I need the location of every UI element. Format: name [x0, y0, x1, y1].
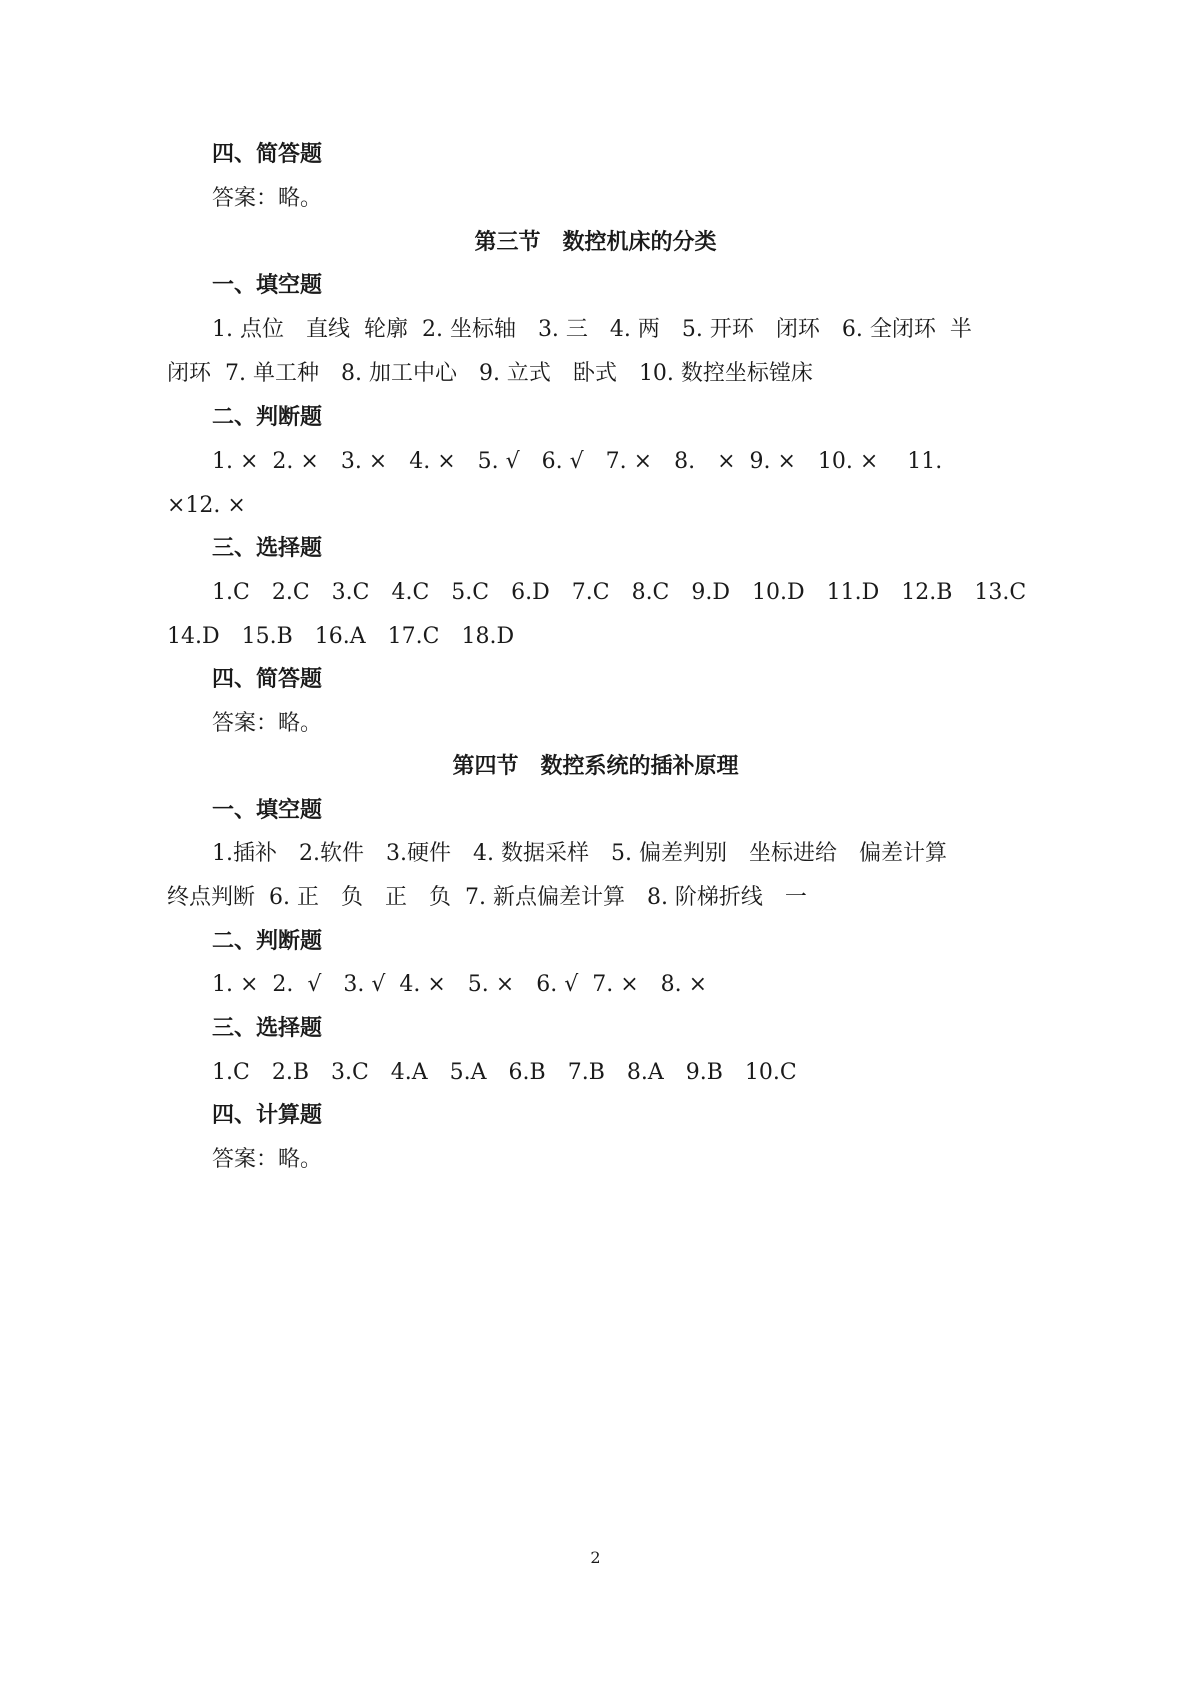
answer-line: 1.C 2.B 3.C 4.A 5.A 6.B 7.B 8.A 9.B 10.C — [212, 1060, 797, 1085]
answer-line-continued: 终点判断 6. 正 负 正 负 7. 新点偏差计算 8. 阶梯折线 一 — [167, 885, 807, 910]
heading-multiple-choice: 三、选择题 — [212, 536, 323, 561]
heading-multiple-choice: 三、选择题 — [212, 1016, 323, 1041]
heading-fill-blank: 一、填空题 — [212, 798, 323, 823]
heading-fill-blank: 一、填空题 — [212, 273, 323, 298]
heading-short-answer: 四、简答题 — [212, 667, 323, 692]
answer-text: 答案：略。 — [212, 186, 323, 211]
heading-short-answer: 四、简答题 — [212, 142, 323, 167]
answer-line: 1. 点位 直线 轮廓 2. 坐标轴 3. 三 4. 两 5. 开环 闭环 6. 全闭环 半 — [212, 317, 972, 342]
answer-line-continued: 14.D 15.B 16.A 17.C 18.D — [167, 624, 515, 649]
heading-true-false: 二、判断题 — [212, 929, 323, 954]
heading-calculation: 四、计算题 — [212, 1103, 323, 1128]
heading-true-false: 二、判断题 — [212, 405, 323, 430]
answer-line: 1. × 2. × 3. × 4. × 5. √ 6. √ 7. × 8. × 9. × 10. × 11. — [212, 449, 943, 474]
answer-line-continued: ×12. × — [167, 493, 246, 518]
answer-text: 答案：略。 — [212, 1147, 323, 1172]
page-number: 2 — [590, 1548, 601, 1567]
section-title-3: 第三节 数控机床的分类 — [474, 230, 717, 255]
answer-line-continued: 闭环 7. 单工种 8. 加工中心 9. 立式 卧式 10. 数控坐标镗床 — [167, 361, 813, 386]
section-title-4: 第四节 数控系统的插补原理 — [452, 754, 739, 779]
answer-line: 1. × 2. √ 3. √ 4. × 5. × 6. √ 7. × 8. × — [212, 972, 708, 997]
answer-line: 1.C 2.C 3.C 4.C 5.C 6.D 7.C 8.C 9.D 10.D 11.D 12.B 13.C — [212, 580, 1027, 605]
answer-line: 1.插补 2.软件 3.硬件 4. 数据采样 5. 偏差判别 坐标进给 偏差计算 — [212, 841, 947, 866]
answer-text: 答案：略。 — [212, 711, 323, 736]
